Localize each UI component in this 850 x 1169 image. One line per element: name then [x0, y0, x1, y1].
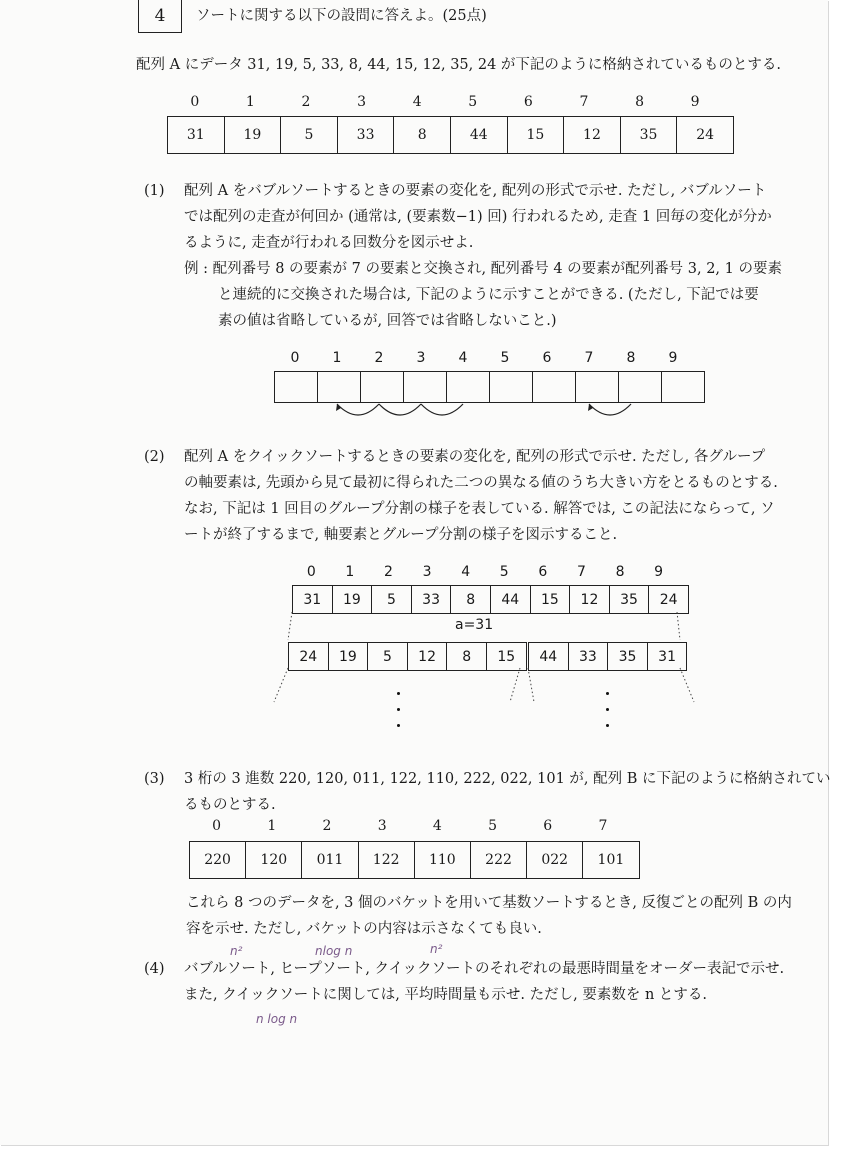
array-cell: 5 [280, 116, 338, 154]
array-cell: 31 [167, 116, 225, 154]
dash-bottom-right [680, 668, 694, 702]
index-label: 4 [458, 350, 468, 366]
swap-arc-2-3 [379, 404, 421, 415]
q1-number: (1) [144, 183, 165, 199]
q3-after-2: 容を示せ. ただし, バケットの内容は示さなくても良い. [186, 921, 542, 937]
array-cell: 222 [470, 841, 527, 879]
index-label: 0 [290, 350, 300, 366]
array-cell: 24 [676, 116, 734, 154]
array-cell: 15 [530, 585, 571, 614]
index-label: 5 [500, 350, 510, 366]
dash-bottom-mid-right [528, 668, 534, 702]
swap-arc-7-8 [589, 404, 631, 415]
index-label: 5 [468, 94, 478, 110]
array-cell: 19 [332, 585, 373, 614]
array-cell: 44 [490, 585, 531, 614]
q3-line-2: るものとする. [184, 797, 276, 813]
index-label: 1 [345, 564, 355, 580]
array-b [189, 841, 640, 879]
array-cell: 35 [609, 585, 650, 614]
array-a-indices [167, 94, 723, 110]
array-cell: 44 [450, 116, 508, 154]
index-label: 7 [584, 350, 594, 366]
array-cell: 110 [414, 841, 471, 879]
array-cell: 122 [358, 841, 415, 879]
array-cell: 101 [582, 841, 639, 879]
index-label: 9 [668, 350, 678, 366]
index-label: 3 [422, 564, 432, 580]
index-label: 5 [499, 564, 509, 580]
array-cell: 5 [367, 642, 408, 671]
index-label: 5 [488, 818, 497, 834]
index-label: 0 [190, 94, 200, 110]
array-cell: 8 [446, 642, 487, 671]
array-cell: 35 [620, 116, 678, 154]
index-label: 7 [576, 564, 586, 580]
array-cell: 35 [607, 642, 648, 671]
array-b-indices [189, 818, 631, 834]
array-cell: 33 [337, 116, 395, 154]
question-heading: ソートに関する以下の設問に答えよ。(25点) [196, 8, 487, 24]
array-cell: 220 [189, 841, 246, 879]
handwritten-note-bubble: n² [230, 944, 243, 958]
index-label: 2 [322, 818, 332, 834]
array-cell: 8 [393, 116, 451, 154]
swap-arcs [274, 400, 694, 424]
q4-line-1: バブルソート, ヒープソート, クイックソートのそれぞれの最悪時間量をオーダー表記で示せ. [184, 961, 785, 977]
q2-line-4: ートが終了するまで, 軸要素とグループ分割の様子を図示すること. [184, 527, 618, 543]
index-label: 3 [357, 94, 367, 110]
array-cell [360, 371, 404, 403]
q1-empty-array [274, 371, 705, 403]
index-label: 2 [301, 94, 311, 110]
handwritten-note-quick-average: n log n [256, 1012, 298, 1026]
array-cell: 31 [292, 585, 333, 614]
array-cell: 12 [407, 642, 448, 671]
index-label: 6 [542, 350, 552, 366]
array-cell: 44 [528, 642, 569, 671]
q2-line-2: の軸要素は, 先頭から見て最初に得られた二つの異なる値のうち大きい方をとるものとする. [184, 475, 778, 491]
dash-bottom-mid-left [510, 668, 520, 702]
continuation-dots-left [397, 692, 401, 740]
partition-dashes [270, 610, 700, 705]
index-label: 9 [654, 564, 664, 580]
array-cell [274, 371, 318, 403]
dash-top-left [288, 612, 292, 640]
array-cell: 15 [507, 116, 565, 154]
q3-line-1: 3 桁の 3 進数 220, 120, 011, 122, 110, 222, 022, 101 が, 配列 B に下記のように格納されてい [184, 771, 831, 787]
index-label: 6 [538, 564, 548, 580]
q4-number: (4) [144, 961, 165, 977]
swap-arc-3-4 [421, 404, 463, 415]
q3-after-1: これら 8 つのデータを, 3 個のバケットを用いて基数ソートするとき, 反復ごとの配列 B の内 [186, 895, 792, 911]
question-number-box: 4 [138, 0, 182, 33]
q2-number: (2) [144, 449, 165, 465]
index-label: 0 [306, 564, 316, 580]
index-label: 1 [245, 94, 255, 110]
array-cell: 19 [224, 116, 282, 154]
array-a [167, 116, 734, 154]
index-label: 7 [579, 94, 589, 110]
array-cell: 12 [569, 585, 610, 614]
index-label: 9 [690, 94, 700, 110]
index-label: 2 [374, 350, 384, 366]
q1-indices [274, 350, 694, 366]
index-label: 4 [432, 818, 442, 834]
index-label: 6 [523, 94, 533, 110]
index-label: 3 [377, 818, 387, 834]
array-cell [317, 371, 361, 403]
array-cell [532, 371, 576, 403]
intro-text: 配列 A にデータ 31, 19, 5, 33, 8, 44, 15, 12, 35, 24 が下記のように格納されているものとする. [136, 57, 782, 73]
index-label: 0 [212, 818, 222, 834]
q1-example-1: 例 : 配列番号 8 の要素が 7 の要素と交換され, 配列番号 4 の要素が配列番号 3, 2, 1 の要素 [184, 261, 782, 277]
array-cell: 8 [450, 585, 491, 614]
array-cell [403, 371, 447, 403]
dash-top-right [677, 612, 680, 640]
index-label: 8 [615, 564, 625, 580]
array-cell: 5 [371, 585, 412, 614]
continuation-dots-right [606, 692, 610, 740]
index-label: 4 [412, 94, 422, 110]
swap-arc-1-2 [337, 404, 379, 415]
array-cell: 24 [288, 642, 329, 671]
index-label: 6 [543, 818, 553, 834]
q2-line-1: 配列 A をクイックソートするときの要素の変化を, 配列の形式で示せ. ただし, 各グループ [184, 449, 766, 465]
array-cell [618, 371, 662, 403]
array-cell: 33 [568, 642, 609, 671]
q1-line-3: るように, 走査が行われる回数分を図示せよ. [184, 235, 474, 251]
dash-bottom-left [274, 668, 288, 702]
pivot-label: a=31 [455, 617, 494, 633]
array-cell: 12 [563, 116, 621, 154]
index-label: 7 [598, 818, 608, 834]
array-cell [661, 371, 705, 403]
q1-example-3: 素の値は省略しているが, 回答では省略しないこと.) [218, 313, 557, 329]
array-cell: 31 [647, 642, 688, 671]
q2-indices [292, 564, 678, 580]
q3-number: (3) [144, 771, 165, 787]
q1-line-2: では配列の走査が何回か (通常は, (要素数−1) 回) 行われるため, 走査 1 回毎の変化が分か [184, 209, 772, 225]
array-cell: 15 [486, 642, 527, 671]
index-label: 2 [384, 564, 393, 580]
array-cell [575, 371, 619, 403]
array-cell: 24 [648, 585, 689, 614]
q4-line-2: また, クイックソートに関しては, 平均時間量も示せ. ただし, 要素数を n とする. [184, 987, 708, 1003]
array-cell: 022 [526, 841, 583, 879]
index-label: 1 [332, 350, 342, 366]
index-label: 4 [461, 564, 471, 580]
array-cell: 120 [245, 841, 302, 879]
index-label: 1 [267, 818, 277, 834]
q2-line-3: なお, 下記は 1 回目のグループ分割の様子を表している. 解答では, この記法にならって, ソ [184, 501, 775, 517]
handwritten-note-heap: nlog n [315, 944, 353, 958]
index-label: 8 [626, 350, 636, 366]
q1-example-2: と連続的に交換された場合は, 下記のように示すことができる. (ただし, 下記では要 [218, 287, 759, 303]
array-cell [446, 371, 490, 403]
index-label: 8 [635, 94, 644, 110]
q1-line-1: 配列 A をバブルソートするときの要素の変化を, 配列の形式で示せ. ただし, バブルソート [184, 183, 767, 199]
array-cell: 011 [301, 841, 358, 879]
index-label: 3 [416, 350, 426, 366]
array-cell: 19 [328, 642, 369, 671]
array-cell: 33 [411, 585, 452, 614]
array-cell [489, 371, 533, 403]
handwritten-note-quick: n² [430, 942, 443, 956]
